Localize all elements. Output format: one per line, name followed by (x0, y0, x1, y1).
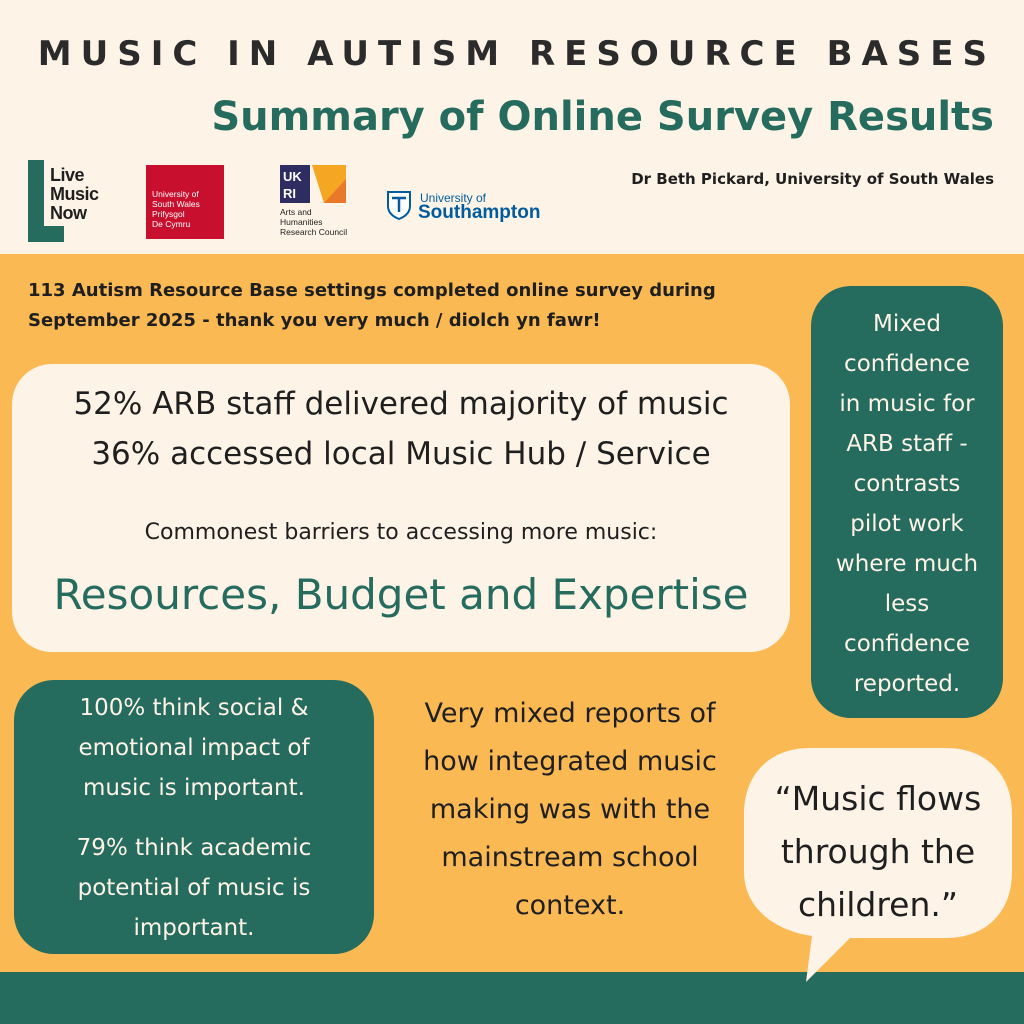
confidence-line: confidence (844, 631, 970, 657)
integration-line: context. (514, 890, 626, 921)
author-credit: Dr Beth Pickard, University of South Wales (631, 170, 994, 188)
usw-line-3: Prifysgol (152, 209, 185, 219)
page-subtitle: Summary of Online Survey Results (211, 94, 994, 140)
confidence-line: less (884, 591, 930, 617)
integration-text (390, 690, 750, 930)
integration-line: mainstream school (441, 842, 699, 873)
barriers-highlight: Resources, Budget and Expertise (53, 570, 749, 619)
ukri-logo-text (280, 207, 347, 237)
confidence-line: confidence (844, 351, 970, 377)
integration-line: making was with the (429, 794, 711, 825)
partner-logos (28, 160, 568, 244)
quote-bubble (740, 744, 1016, 984)
academic-potential-line: potential of music is (77, 875, 311, 901)
confidence-line: in music for (839, 391, 975, 417)
usw-line-2: South Wales (152, 199, 200, 209)
social-impact-stat (34, 688, 354, 808)
academic-potential-line: 79% think academic (76, 835, 312, 861)
integration-line: Very mixed reports of (424, 698, 716, 729)
confidence-card (811, 286, 1003, 718)
southampton-logo (386, 188, 546, 224)
usw-logo-text (152, 189, 200, 229)
quote-line: children.” (798, 885, 958, 924)
quote-line: through the (780, 832, 976, 871)
social-impact-line: music is important. (83, 775, 305, 801)
academic-potential-stat (34, 828, 354, 948)
header (0, 0, 1024, 254)
confidence-line: Mixed (873, 311, 941, 337)
confidence-line: contrasts (853, 471, 961, 497)
confidence-line: where much (835, 551, 979, 577)
social-impact-line: 100% think social & (79, 695, 309, 721)
music-hub-stat: 36% accessed local Music Hub / Service (91, 436, 711, 472)
confidence-line: ARB staff - (846, 431, 968, 457)
confidence-text (819, 304, 995, 704)
usw-logo (146, 165, 224, 239)
survey-intro (28, 276, 798, 336)
intro-line-1: 113 Autism Resource Base settings completed online survey during (28, 280, 716, 301)
quote-line: “Music flows (774, 779, 982, 818)
key-stats-card (12, 364, 790, 652)
confidence-line: pilot work (850, 511, 964, 537)
lmn-line-2: Music (50, 184, 99, 204)
confidence-line: reported. (853, 671, 961, 697)
barriers-label: Commonest barriers to accessing more music: (144, 520, 658, 545)
ukri-ahrc-logo (280, 165, 370, 243)
social-impact-line: emotional impact of (78, 735, 310, 761)
crest-icon (386, 190, 412, 220)
lmn-line-3: Now (50, 203, 87, 223)
live-music-now-logo-foot (28, 226, 64, 242)
ukri-line-1: Arts and (280, 207, 312, 217)
southampton-logo-name: Southampton (418, 202, 541, 223)
southampton-logo-small-text: University of (420, 191, 487, 205)
svg-text:UK: UK (283, 169, 302, 184)
svg-text:RI: RI (283, 186, 296, 201)
ukri-line-2: Humanities (280, 217, 323, 227)
usw-line-4: De Cymru (152, 219, 191, 229)
quote-text (740, 772, 1016, 931)
ukri-line-3: Research Council (280, 227, 348, 237)
impact-card (14, 680, 374, 954)
usw-line-1: University of (152, 189, 199, 199)
ukri-mark-icon (280, 165, 346, 203)
staff-delivery-stat: 52% ARB staff delivered majority of music (73, 386, 729, 422)
live-music-now-logo (28, 160, 118, 242)
academic-potential-line: important. (133, 915, 255, 941)
live-music-now-logo-text (50, 166, 99, 223)
intro-line-2: September 2025 - thank you very much / diolch yn fawr! (28, 310, 601, 331)
integration-line: how integrated music (423, 746, 717, 777)
page-title: MUSIC IN AUTISM RESOURCE BASES (37, 34, 996, 74)
lmn-line-1: Live (50, 165, 85, 185)
